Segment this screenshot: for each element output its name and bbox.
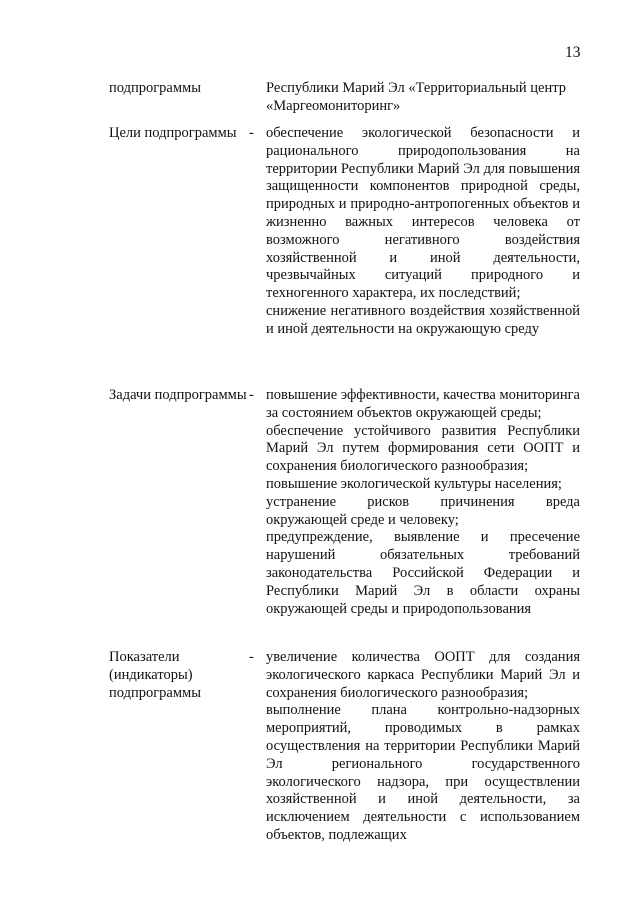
section-paragraph: выполнение плана контрольно-надзорных мероприятий, проводимых в рамках осуществления на территории Республики Марий Эл регионального государственного экологического надзора, при осуществлении хозяйственной и иной деятельности, за исключением деятельности с использованием объектов, подлежащих	[266, 702, 580, 843]
section-content	[266, 387, 580, 618]
page-number: 13	[565, 44, 581, 61]
section-paragraph: предупреждение, выявление и пресечение нарушений обязательных требований законодательства Российской Федерации и Республики Марий Эл в области охраны окружающей среды и природопользования	[266, 529, 580, 617]
section-content	[266, 649, 580, 845]
section-content	[266, 125, 580, 339]
section-dash: -	[249, 387, 254, 403]
section-paragraph: обеспечение устойчивого развития Республики Марий Эл путем формирования сети ООПТ и сохранения биологического разнообразия;	[266, 422, 580, 475]
section-label: Показатели (индикаторы) подпрограммы	[109, 649, 201, 701]
section-paragraph: обеспечение экологической безопасности и рационального природопользования на территории Республики Марий Эл для повышения защищенности компонентов природной среды, природных и природно-антропогенных объектов и жизненно важных интересов человека от возможного негативного воздействия хозяйственной и иной деятельности, чрезвычайных ситуаций природного и техногенного характера, их последствий;	[266, 125, 580, 302]
section-paragraph: увеличение количества ООПТ для создания экологического каркаса Республики Марий Эл и сохранения биологического разнообразия;	[266, 649, 580, 701]
section-dash: -	[249, 649, 254, 665]
section-paragraph: повышение эффективности, качества мониторинга за состоянием объектов окружающей среды;	[266, 387, 580, 421]
section-label: Цели подпрограммы	[109, 125, 237, 141]
section-paragraph: Республики Марий Эл «Территориальный центр «Маргеомониторинг»	[266, 80, 567, 114]
section-paragraph: снижение негативного воздействия хозяйственной и иной деятельности на окружающую среду	[266, 302, 580, 337]
section-label: подпрограммы	[109, 80, 201, 96]
section-paragraph: повышение экологической культуры населения;	[266, 475, 562, 492]
section-dash: -	[249, 125, 254, 141]
section-paragraph: устранение рисков причинения вреда окружающей среде и человеку;	[266, 493, 580, 528]
section-content	[266, 80, 580, 116]
section-label: Задачи подпрограммы	[109, 387, 247, 403]
